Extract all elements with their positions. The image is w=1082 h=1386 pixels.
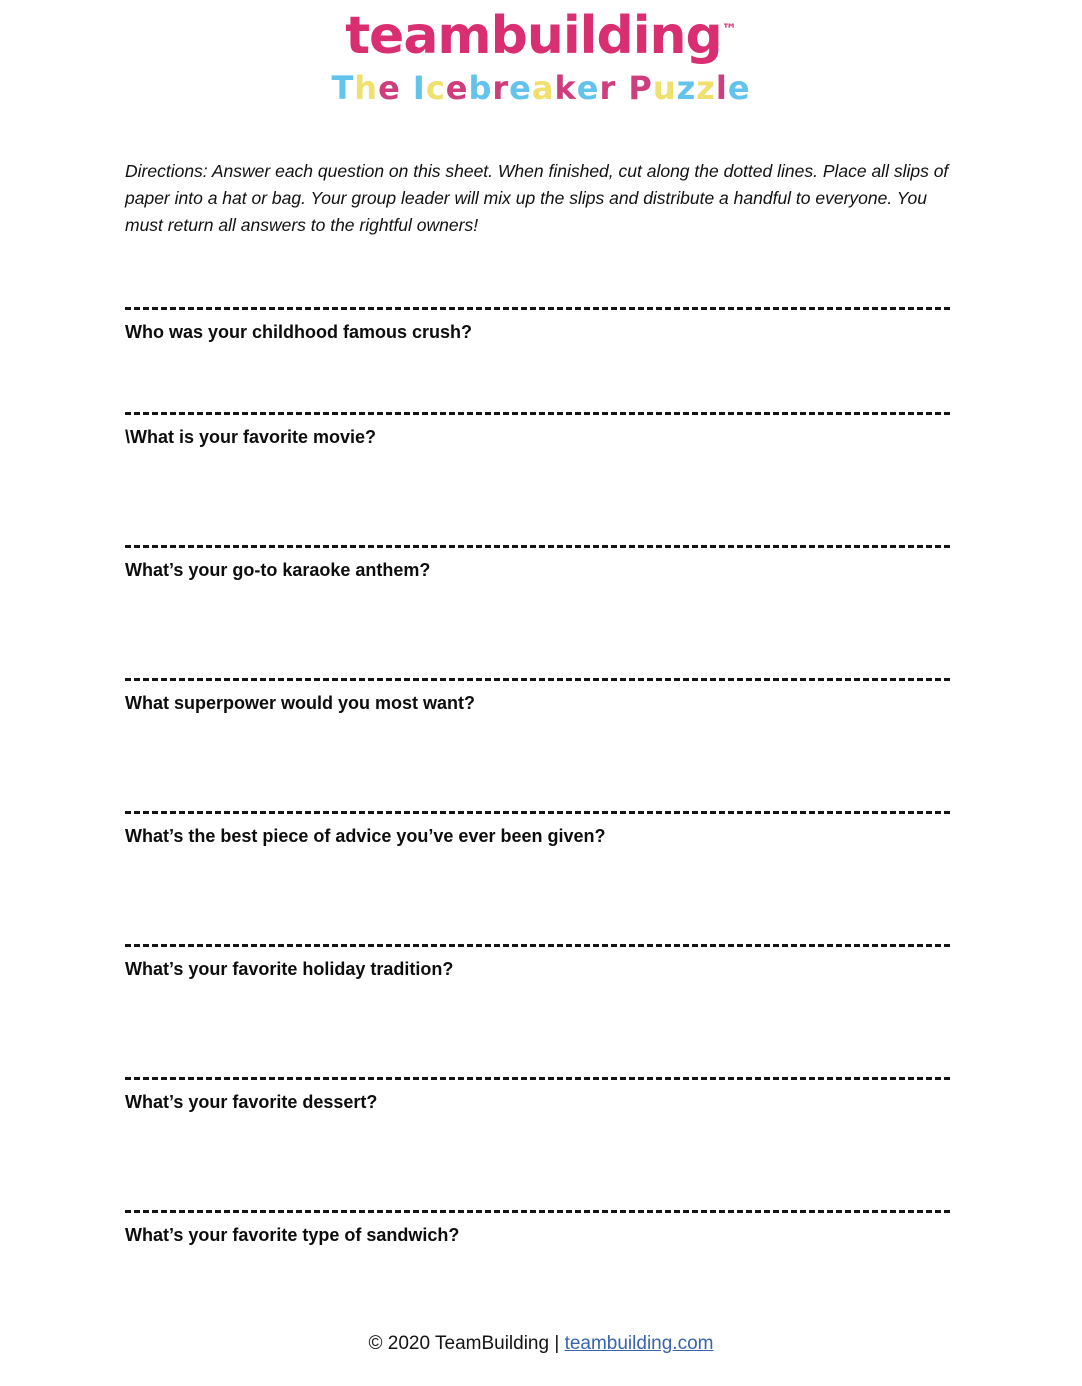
title-letter: e bbox=[727, 69, 751, 108]
question-text: \What is your favorite movie? bbox=[125, 427, 377, 447]
title-letter: u bbox=[652, 69, 677, 108]
website-link[interactable]: teambuilding.com bbox=[564, 1333, 714, 1354]
title-letter: r bbox=[492, 69, 510, 108]
title-letter: r bbox=[599, 69, 617, 108]
question-block bbox=[125, 412, 953, 545]
dotted-cut-line bbox=[125, 412, 953, 415]
title-letter: c bbox=[425, 69, 446, 108]
page-header bbox=[0, 8, 1082, 106]
title-letter: e bbox=[509, 69, 532, 108]
title-letter: a bbox=[531, 69, 555, 108]
title-letter: I bbox=[412, 69, 426, 108]
directions-text: Directions: Answer each question on this sheet. When finished, cut along the dotted lines. Place all slips of paper into a hat or bag. Your group leader will mix up the slips and distribute a handful to everyone. You must return all answers to the rightful owners! bbox=[125, 161, 949, 235]
title-letter: h bbox=[354, 69, 379, 108]
title-letter: e bbox=[378, 69, 401, 108]
title-letter: e bbox=[445, 69, 469, 108]
brand-logo-text: teambuilding bbox=[345, 6, 722, 66]
title-letter: l bbox=[715, 69, 728, 108]
page-footer bbox=[0, 1333, 1082, 1355]
title-letter: z bbox=[676, 69, 697, 108]
dotted-cut-line bbox=[125, 1210, 953, 1213]
question-block bbox=[125, 678, 953, 811]
title-letter bbox=[401, 71, 413, 106]
worksheet-title bbox=[0, 71, 1082, 106]
title-letter bbox=[616, 71, 628, 106]
brand-logo bbox=[0, 8, 1082, 65]
question-text: What’s your favorite dessert? bbox=[125, 1092, 378, 1112]
dotted-cut-line bbox=[125, 1077, 953, 1080]
title-letter: k bbox=[554, 69, 577, 108]
question-block bbox=[125, 944, 953, 1077]
dotted-cut-line bbox=[125, 307, 953, 310]
question-block bbox=[125, 1210, 953, 1343]
question-text: What’s your favorite type of sandwich? bbox=[125, 1225, 460, 1245]
question-list bbox=[125, 307, 953, 1343]
title-letter: e bbox=[576, 69, 600, 108]
question-block bbox=[125, 545, 953, 678]
question-text: What’s your go-to karaoke anthem? bbox=[125, 560, 431, 580]
title-letter: z bbox=[696, 69, 716, 108]
dotted-cut-line bbox=[125, 545, 953, 548]
question-block bbox=[125, 307, 953, 412]
question-text: What’s your favorite holiday tradition? bbox=[125, 959, 454, 979]
dotted-cut-line bbox=[125, 944, 953, 947]
copyright-text: © 2020 TeamBuilding | bbox=[368, 1333, 565, 1354]
question-block bbox=[125, 811, 953, 944]
dotted-cut-line bbox=[125, 811, 953, 814]
title-letter: b bbox=[468, 69, 493, 108]
trademark-symbol: ™ bbox=[721, 20, 737, 39]
question-text: What’s the best piece of advice you’ve ever been given? bbox=[125, 826, 606, 846]
question-text: What superpower would you most want? bbox=[125, 693, 476, 713]
dotted-cut-line bbox=[125, 678, 953, 681]
question-block bbox=[125, 1077, 953, 1210]
title-letter: T bbox=[331, 69, 355, 108]
question-text: Who was your childhood famous crush? bbox=[125, 322, 473, 342]
title-letter: P bbox=[628, 69, 653, 108]
